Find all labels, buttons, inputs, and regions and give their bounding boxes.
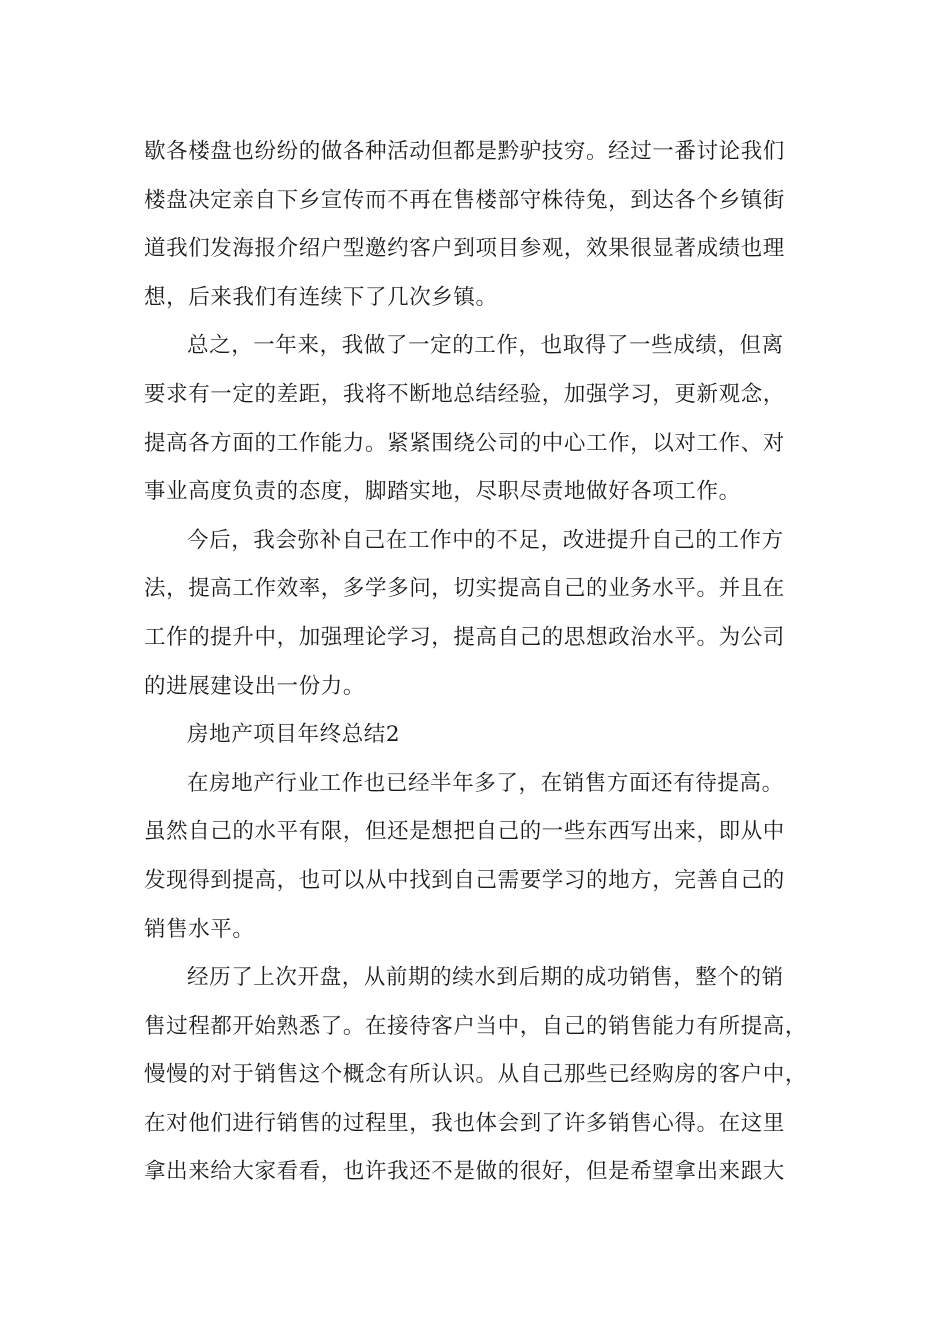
text-line: 在对他们进行销售的过程里，我也体会到了许多销售心得。在这里: [144, 1110, 785, 1136]
text-line: 售过程都开始熟悉了。在接待客户当中，自己的销售能力有所提高，: [144, 1013, 808, 1039]
section-heading: 房地产项目年终总结2: [187, 722, 401, 748]
text-line: 楼盘决定亲自下乡宣传而不再在售楼部守株待兔，到达各个乡镇街: [144, 187, 785, 213]
text-line: 销售水平。: [144, 916, 255, 942]
text-line: 拿出来给大家看看，也许我还不是做的很好，但是希望拿出来跟大: [144, 1159, 785, 1185]
text-line: 慢慢的对于销售这个概念有所认识。从自己那些已经购房的客户中，: [144, 1062, 808, 1088]
text-line: 发现得到提高，也可以从中找到自己需要学习的地方，完善自己的: [144, 867, 785, 893]
paragraph-start-line: 在房地产行业工作也已经半年多了，在销售方面还有待提高。: [187, 770, 784, 796]
text-line: 要求有一定的差距，我将不断地总结经验，加强学习，更新观念，: [144, 381, 785, 407]
text-line: 工作的提升中，加强理论学习，提高自己的思想政治水平。为公司: [144, 624, 785, 650]
text-line: 的进展建设出一份力。: [144, 673, 366, 699]
text-line: 法，提高工作效率，多学多问，切实提高自己的业务水平。并且在: [144, 576, 785, 602]
paragraph-start-line: 总之，一年来，我做了一定的工作，也取得了一些成绩，但离: [187, 333, 784, 359]
text-line: 想，后来我们有连续下了几次乡镇。: [144, 284, 498, 310]
text-line: 道我们发海报介绍户型邀约客户到项目参观，效果很显著成绩也理: [144, 236, 785, 262]
text-line: 虽然自己的水平有限，但还是想把自己的一些东西写出来，即从中: [144, 819, 785, 845]
text-line: 提高各方面的工作能力。紧紧围绕公司的中心工作，以对工作、对: [144, 430, 785, 456]
document-body: [144, 128, 816, 1197]
text-line: 歇各楼盘也纷纷的做各种活动但都是黔驴技穷。经过一番讨论我们: [144, 139, 785, 164]
paragraph-start-line: 今后，我会弥补自己在工作中的不足，改进提升自己的工作方: [187, 527, 784, 553]
text-line: 事业高度负责的态度，脚踏实地，尽职尽责地做好各项工作。: [144, 479, 741, 505]
paragraph-start-line: 经历了上次开盘，从前期的续水到后期的成功销售，整个的销: [187, 965, 784, 991]
